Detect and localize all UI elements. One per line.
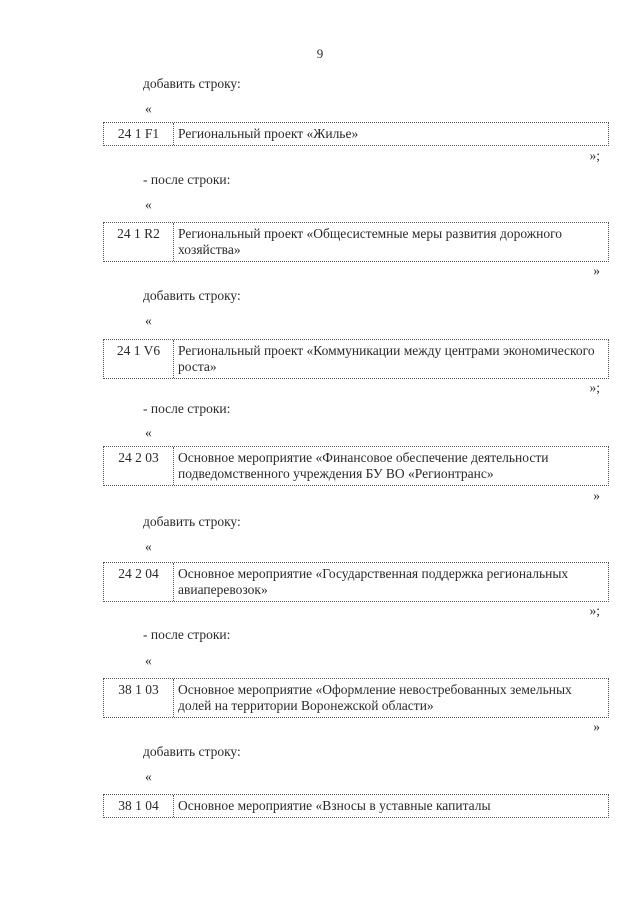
budget-row: [103, 222, 609, 262]
budget-row: [103, 562, 609, 602]
opening-quote: «: [145, 653, 152, 668]
row-name: Основное мероприятие «Оформление невостребованных земельных долей на территории Воронежской области»: [178, 682, 572, 713]
closing-quote: »: [593, 719, 600, 734]
row-code: 38 1 04: [104, 795, 174, 817]
row-name: Региональный проект «Общесистемные меры развития дорожного хозяйства»: [178, 226, 563, 257]
opening-quote: «: [145, 313, 152, 328]
closing-quote: »: [593, 263, 600, 278]
closing-quote: »;: [589, 148, 600, 163]
instruction-after-row: - после строки:: [143, 401, 231, 416]
opening-quote: «: [145, 197, 152, 212]
row-name: Основное мероприятие «Финансовое обеспечение деятельности подведомственного учреждения БУ ВО «Регионтранс»: [178, 450, 549, 481]
instruction-add-row: добавить строку:: [143, 744, 241, 759]
opening-quote: «: [145, 769, 152, 784]
opening-quote: «: [145, 425, 152, 440]
closing-quote: »: [593, 488, 600, 503]
row-name: Основное мероприятие «Взносы в уставные капиталы: [178, 798, 491, 813]
row-name: Региональный проект «Жилье»: [178, 126, 359, 141]
row-code: 38 1 03: [104, 679, 174, 717]
row-code: 24 1 V6: [104, 340, 174, 378]
row-code: 24 2 04: [104, 563, 174, 601]
page-number: 9: [316, 46, 324, 61]
budget-row: [103, 446, 609, 486]
row-name: Региональный проект «Коммуникации между центрами экономического роста»: [178, 343, 595, 374]
instruction-add-row: добавить строку:: [143, 288, 241, 303]
closing-quote: »;: [589, 603, 600, 618]
row-code: 24 1 F1: [104, 123, 174, 145]
instruction-after-row: - после строки:: [143, 627, 231, 642]
budget-row: [103, 122, 609, 146]
instruction-add-row: добавить строку:: [143, 76, 241, 91]
budget-row: [103, 678, 609, 718]
closing-quote: »;: [589, 380, 600, 395]
instruction-add-row: добавить строку:: [143, 514, 241, 529]
row-code: 24 2 03: [104, 447, 174, 485]
row-name: Основное мероприятие «Государственная поддержка региональных авиаперевозок»: [178, 566, 569, 597]
instruction-after-row: - после строки:: [143, 172, 231, 187]
opening-quote: «: [145, 101, 152, 116]
budget-row: [103, 339, 609, 379]
opening-quote: «: [145, 539, 152, 554]
row-code: 24 1 R2: [104, 223, 174, 261]
budget-row: [103, 794, 609, 818]
